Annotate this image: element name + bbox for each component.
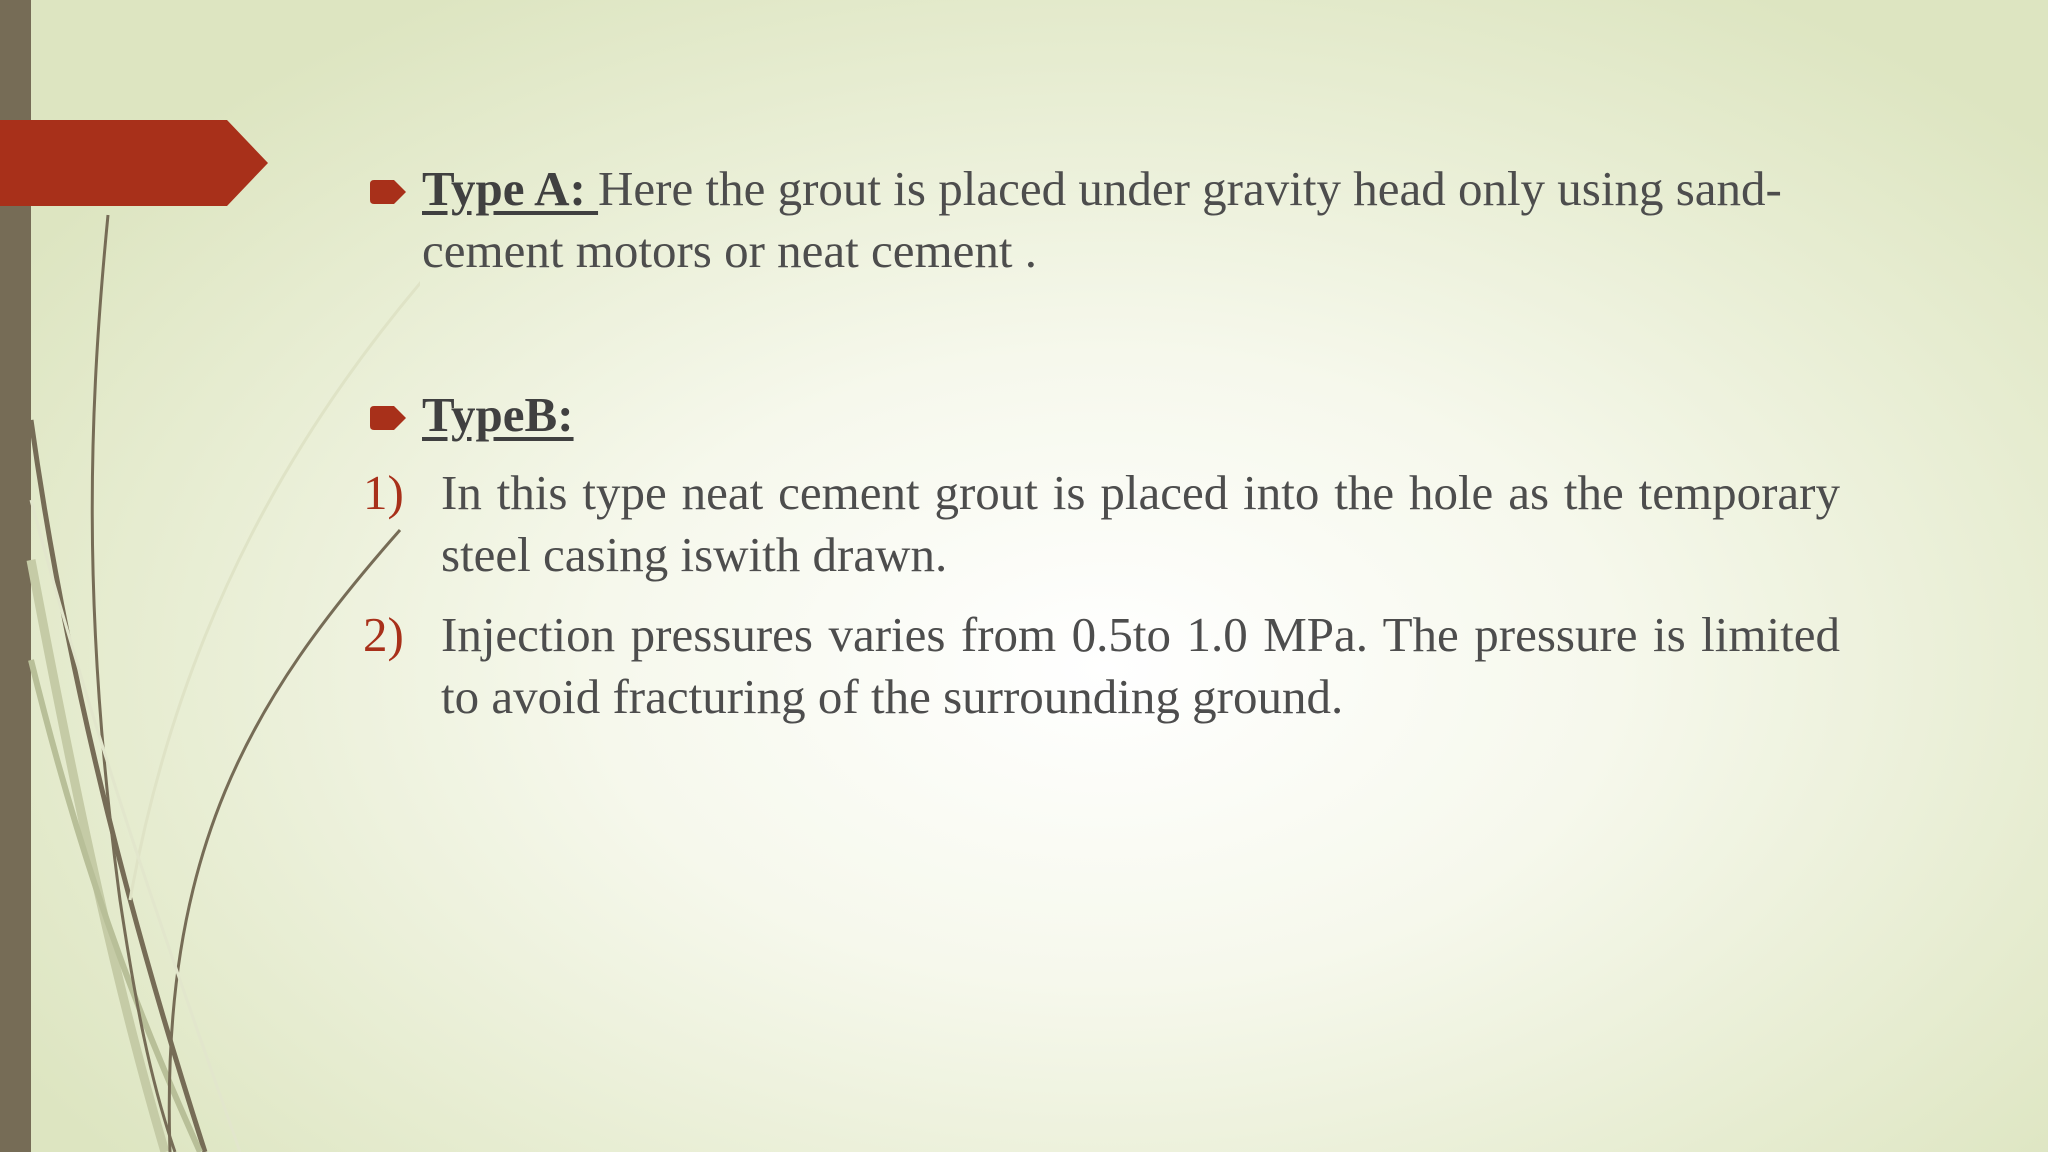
swoosh-curve-2 <box>31 560 165 1152</box>
swoosh-curve-3 <box>31 660 200 1152</box>
bullet-type-a <box>360 158 1840 282</box>
slide-content <box>360 158 1840 746</box>
item-number: 1) <box>363 465 404 520</box>
bullet-text: Here the grout is placed under gravity head only using sand-cement motors or neat cement . <box>422 161 1782 278</box>
numbered-item-2 <box>360 604 1840 728</box>
bullet-label: Type A: <box>422 161 599 216</box>
title-arrow-shape <box>0 120 270 206</box>
bullet-type-b <box>360 384 1840 446</box>
numbered-item-1 <box>360 462 1840 586</box>
swoosh-curve-1 <box>31 420 205 1152</box>
bullet-label: TypeB: <box>422 387 574 442</box>
item-text: Injection pressures varies from 0.5to 1.0 MPa. The pressure is limited to avoid fracturing of the surrounding ground. <box>441 607 1840 724</box>
item-text: In this type neat cement grout is placed into the hole as the temporary steel casing iswith drawn. <box>441 465 1840 582</box>
right-arrow-bullet-icon <box>368 406 408 430</box>
item-number: 2) <box>363 607 404 662</box>
right-arrow-bullet-icon <box>368 180 408 204</box>
